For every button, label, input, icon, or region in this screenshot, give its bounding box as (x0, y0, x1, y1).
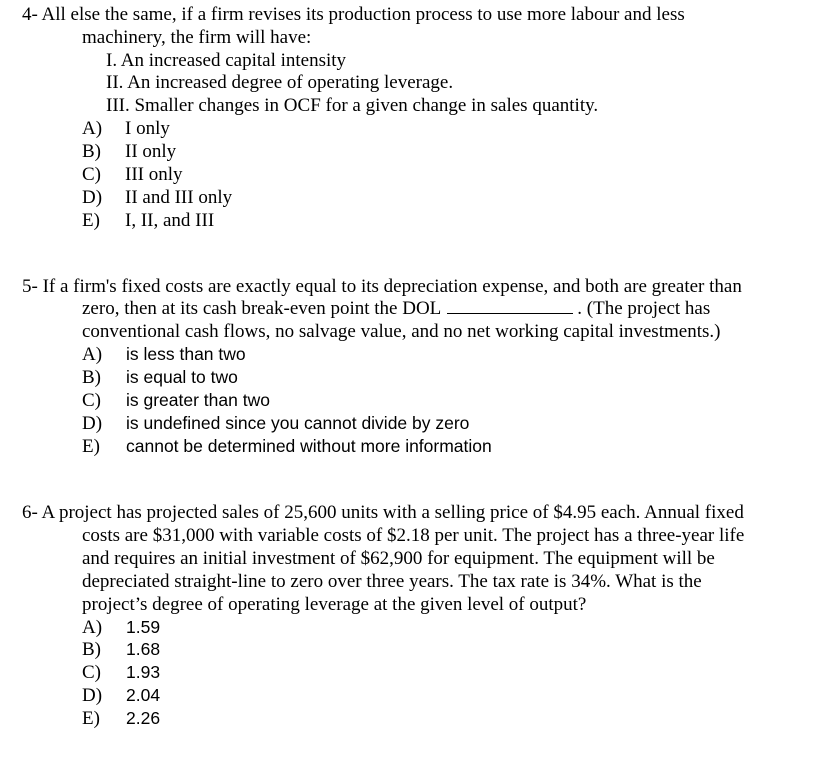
q6-option-b-letter: B) (82, 639, 101, 660)
q5-line-2-after-blank: . (The project has (577, 298, 711, 319)
q6-option-d-letter: D) (82, 685, 103, 706)
q5-option-d-text: is undefined since you cannot divide by zero (126, 413, 470, 433)
q6-line-4: depreciated straight-line to zero over three years. The tax rate is 34%. What is the (82, 571, 702, 592)
q4-line-2: machinery, the firm will have: (82, 27, 312, 48)
q6-option-e-text: 2.26 (126, 708, 161, 728)
q4-option-d-text: II and III only (125, 187, 233, 208)
q4-option-e-letter: E) (82, 210, 100, 231)
q4-line-1: 4- All else the same, if a firm revises its production process to use more labour and less (22, 4, 685, 25)
q5-option-a-letter: A) (82, 344, 103, 365)
q4-option-d-letter: D) (82, 187, 103, 208)
q4-option-e-text: I, II, and III (125, 210, 215, 231)
q5-option-b-text: is equal to two (126, 367, 238, 387)
q5-option-d-letter: D) (82, 413, 103, 434)
q5-option-c-text: is greater than two (126, 390, 270, 410)
q5-option-e-letter: E) (82, 436, 100, 457)
q4-option-c-letter: C) (82, 164, 101, 185)
q5-line-2-before-blank: zero, then at its cash break-even point the DOL (82, 298, 442, 319)
q5-option-b-letter: B) (82, 367, 101, 388)
q6-option-b-text: 1.68 (126, 639, 161, 659)
q6-option-c-text: 1.93 (126, 662, 161, 682)
q6-line-3: and requires an initial investment of $62,900 for equipment. The equipment will be (82, 548, 715, 569)
q5-option-a-text: is less than two (126, 344, 246, 364)
q4-statement-2: II. An increased degree of operating leverage. (106, 72, 454, 93)
q4-option-c-text: III only (125, 164, 183, 185)
q5-line-2 (82, 297, 710, 320)
q4-option-a-letter: A) (82, 118, 103, 139)
q6-line-1: 6- A project has projected sales of 25,600 units with a selling price of $4.95 each. Annual fixed (22, 502, 744, 523)
q4-option-b-letter: B) (82, 141, 101, 162)
q4-statement-1: I. An increased capital intensity (106, 50, 347, 71)
q4-option-b-text: II only (125, 141, 177, 162)
q4-statement-3: III. Smaller changes in OCF for a given change in sales quantity. (106, 95, 599, 116)
q5-line-3: conventional cash flows, no salvage value, and no net working capital investments.) (82, 321, 721, 342)
q6-option-e-letter: E) (82, 708, 100, 729)
q6-line-2: costs are $31,000 with variable costs of $2.18 per unit. The project has a three-year life (82, 525, 745, 546)
q6-option-d-text: 2.04 (126, 685, 161, 705)
q6-line-5: project’s degree of operating leverage at the given level of output? (82, 594, 587, 615)
q6-option-c-letter: C) (82, 662, 101, 683)
q6-option-a-text: 1.59 (126, 617, 161, 637)
q5-line-1: 5- If a firm's fixed costs are exactly equal to its depreciation expense, and both are greater than (22, 276, 742, 297)
q6-option-a-letter: A) (82, 617, 103, 638)
q5-option-c-letter: C) (82, 390, 101, 411)
q5-option-e-text: cannot be determined without more information (126, 436, 492, 456)
q4-option-a-text: I only (125, 118, 170, 139)
answer-blank (447, 297, 573, 314)
